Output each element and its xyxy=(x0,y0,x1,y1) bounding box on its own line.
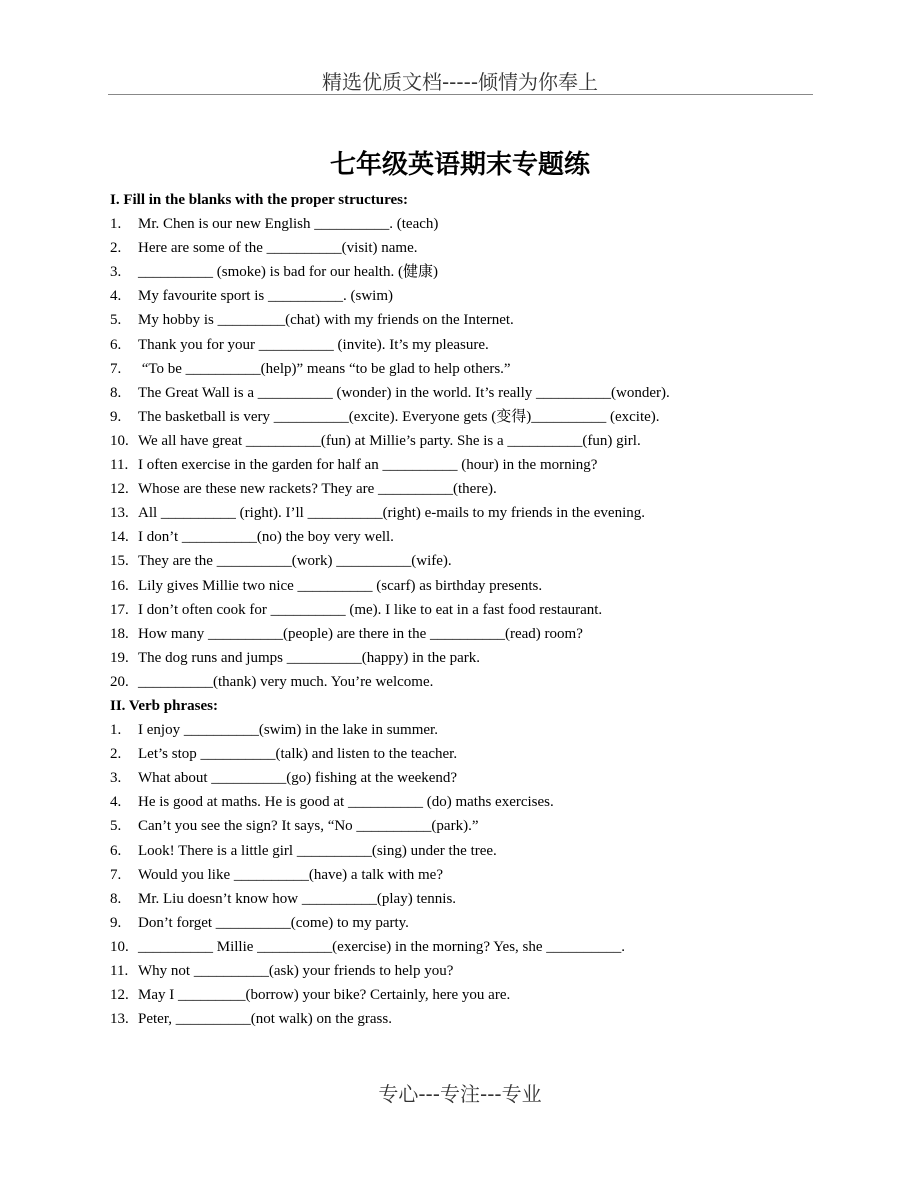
question-text: I enjoy __________(swim) in the lake in summer. xyxy=(138,722,438,739)
question-text: Whose are these new rackets? They are __________(there). xyxy=(138,481,497,498)
section-title: I. Fill in the blanks with the proper structures: xyxy=(110,192,408,208)
question-text: My favourite sport is __________. (swim) xyxy=(138,288,393,305)
question-text: Can’t you see the sign? It says, “No __________(park).” xyxy=(138,818,479,835)
question-item xyxy=(110,670,830,694)
question-item xyxy=(110,598,830,622)
question-number: 4. xyxy=(110,794,122,811)
question-text: Look! There is a little girl __________(sing) under the tree. xyxy=(138,842,497,859)
question-number: 1. xyxy=(110,216,122,233)
question-number: 8. xyxy=(110,890,122,907)
exercise-content xyxy=(110,188,830,1031)
question-number: 7. xyxy=(110,866,122,883)
question-item xyxy=(110,549,830,573)
question-text: Don’t forget __________(come) to my party. xyxy=(138,914,409,931)
question-item xyxy=(110,357,830,381)
question-item xyxy=(110,525,830,549)
page-header: 精选优质文档-----倾情为你奉上 xyxy=(321,70,599,94)
question-text: How many __________(people) are there in the __________(read) room? xyxy=(138,625,583,642)
question-text: The dog runs and jumps __________(happy) in the park. xyxy=(138,649,481,666)
question-item xyxy=(110,622,830,646)
question-text: Thank you for your __________ (invite). It’s my pleasure. xyxy=(138,336,489,353)
question-number: 20. xyxy=(110,673,129,690)
question-number: 19. xyxy=(110,649,129,666)
question-number: 2. xyxy=(110,746,122,763)
page-footer: 专心---专注---专业 xyxy=(378,1082,542,1106)
question-item xyxy=(110,429,830,453)
question-text: Would you like __________(have) a talk with me? xyxy=(138,866,443,883)
question-text: Mr. Chen is our new English __________. (teach) xyxy=(138,216,439,233)
question-item xyxy=(110,790,830,814)
section-verb-phrases xyxy=(110,694,830,1031)
question-text: __________(thank) very much. You’re welcome. xyxy=(138,673,434,690)
question-list xyxy=(110,718,830,1031)
question-number: 5. xyxy=(110,818,122,835)
question-item xyxy=(110,308,830,332)
question-number: 17. xyxy=(110,601,129,618)
question-text: Lily gives Millie two nice __________ (scarf) as birthday presents. xyxy=(138,577,543,594)
question-item xyxy=(110,212,830,236)
question-text: I don’t __________(no) the boy very well. xyxy=(138,529,394,546)
question-text: Mr. Liu doesn’t know how __________(play) tennis. xyxy=(138,890,457,907)
question-text: May I _________(borrow) your bike? Certainly, here you are. xyxy=(138,987,511,1004)
question-text: The basketball is very __________(excite). Everyone gets (变得)__________ (excite). xyxy=(138,408,660,425)
section-title: II. Verb phrases: xyxy=(110,697,218,714)
question-number: 2. xyxy=(110,240,122,257)
question-item xyxy=(110,718,830,742)
question-number: 4. xyxy=(110,288,122,305)
question-number: 5. xyxy=(110,312,122,329)
question-item xyxy=(110,814,830,838)
document-title: 七年级英语期末专题练 xyxy=(329,150,590,180)
question-number: 14. xyxy=(110,529,129,546)
question-item xyxy=(110,477,830,501)
question-text: __________ Millie __________(exercise) in the morning? Yes, she __________. xyxy=(138,938,626,955)
question-number: 16. xyxy=(110,577,129,594)
question-number: 12. xyxy=(110,481,129,498)
question-item xyxy=(110,935,830,959)
question-item xyxy=(110,453,830,477)
question-number: 11. xyxy=(110,457,129,474)
question-number: 3. xyxy=(110,770,122,787)
question-text: They are the __________(work) __________(wife). xyxy=(138,553,452,570)
question-item xyxy=(110,959,830,983)
header-divider xyxy=(108,94,813,95)
question-number: 13. xyxy=(110,1011,129,1028)
question-number: 9. xyxy=(110,408,122,425)
question-number: 6. xyxy=(110,842,122,859)
question-number: 10. xyxy=(110,938,129,955)
question-number: 15. xyxy=(110,553,129,570)
question-item xyxy=(110,236,830,260)
question-item xyxy=(110,646,830,670)
question-number: 6. xyxy=(110,336,122,353)
question-item xyxy=(110,839,830,863)
question-item xyxy=(110,405,830,429)
question-item xyxy=(110,983,830,1007)
question-item xyxy=(110,501,830,525)
question-text: __________ (smoke) is bad for our health. (健康) xyxy=(138,264,438,281)
question-item xyxy=(110,887,830,911)
question-text: “To be __________(help)” means “to be glad to help others.” xyxy=(138,360,511,377)
question-text: Here are some of the __________(visit) name. xyxy=(138,240,418,257)
question-text: Let’s stop __________(talk) and listen to the teacher. xyxy=(138,746,458,763)
question-item xyxy=(110,284,830,308)
question-item xyxy=(110,574,830,598)
question-text: He is good at maths. He is good at __________ (do) maths exercises. xyxy=(138,794,554,811)
question-number: 12. xyxy=(110,987,129,1004)
question-item xyxy=(110,260,830,284)
question-item xyxy=(110,333,830,357)
question-item xyxy=(110,742,830,766)
question-number: 13. xyxy=(110,505,129,522)
question-number: 3. xyxy=(110,264,122,281)
question-item xyxy=(110,1007,830,1031)
question-list xyxy=(110,212,830,694)
question-number: 10. xyxy=(110,432,129,449)
question-item xyxy=(110,766,830,790)
question-text: My hobby is _________(chat) with my friends on the Internet. xyxy=(138,312,514,329)
question-text: The Great Wall is a __________ (wonder) in the world. It’s really __________(wonder). xyxy=(138,384,670,401)
question-item xyxy=(110,381,830,405)
question-text: I often exercise in the garden for half an __________ (hour) in the morning? xyxy=(138,457,598,474)
question-number: 11. xyxy=(110,963,129,979)
question-number: 8. xyxy=(110,384,122,401)
question-text: We all have great __________(fun) at Millie’s party. She is a __________(fun) girl. xyxy=(138,432,641,449)
question-text: Peter, __________(not walk) on the grass. xyxy=(138,1011,392,1028)
question-text: Why not __________(ask) your friends to help you? xyxy=(138,963,454,979)
section-fill-in-blanks xyxy=(110,188,830,694)
question-text: All __________ (right). I’ll __________(right) e-mails to my friends in the evening. xyxy=(138,505,645,522)
question-number: 7. xyxy=(110,360,122,377)
question-text: What about __________(go) fishing at the weekend? xyxy=(138,770,458,787)
question-item xyxy=(110,911,830,935)
question-number: 18. xyxy=(110,625,129,642)
question-number: 9. xyxy=(110,914,122,931)
question-item xyxy=(110,863,830,887)
question-text: I don’t often cook for __________ (me). I like to eat in a fast food restaurant. xyxy=(138,601,603,618)
question-number: 1. xyxy=(110,722,122,739)
